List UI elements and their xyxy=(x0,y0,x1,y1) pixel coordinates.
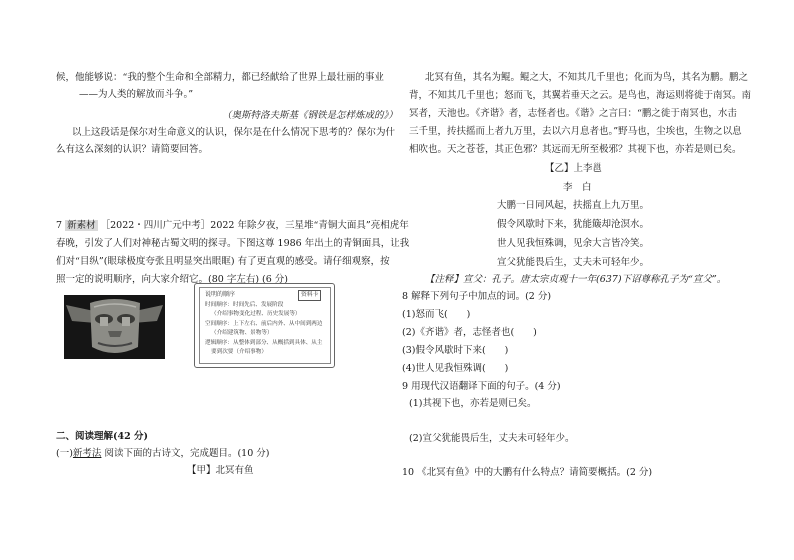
passage-line-5: 相吹也。天之苍苍，其正色邪？其远而无所至极邪？其视下也，亦若是则已矣。 xyxy=(409,144,742,155)
scroll-line-2: （介绍事物变化过程、历史发展等） xyxy=(211,311,301,317)
subsection-prefix: (一) xyxy=(56,448,73,459)
q7-line-2: 春晚，引发了人们对神秘古蜀文明的探寻。下图这尊 1986 年出土的青铜面具，让我 xyxy=(56,238,410,249)
question-line-2: 么有这么深刻的认识？请简要回答。 xyxy=(56,144,209,155)
new-method-tag: 新考法 xyxy=(72,448,102,459)
q10-prompt: 10 《北冥有鱼》中的大鹏有什么特点？请简要概括。(2 分) xyxy=(402,467,653,478)
q9-prompt: 9 用现代汉语翻译下面的句子。(4 分) xyxy=(402,381,561,392)
poem-line-3: 世人见我恒殊调，见余大言皆冷笑。 xyxy=(497,238,650,249)
scroll-line-5: 逻辑顺序：从整体到部分、从概括到具体、从主 xyxy=(205,340,323,346)
scroll-line-6: 要到次要（介绍事物） xyxy=(211,349,267,355)
annotation-note: 【注释】宣父：孔子。唐太宗贞观十一年(637)下诏尊称孔子为“宣父”。 xyxy=(425,274,727,285)
section-2-title: 二、阅读理解(42 分) xyxy=(56,431,149,442)
q8-item-3: (3)假令风歇时下来( ) xyxy=(402,345,509,356)
passage-line-3: 冥者，天池也。《齐谐》者，志怪者也。《谐》之言曰：“鹏之徙于南冥也，水击 xyxy=(409,108,737,119)
question-line-1: 以上这段话是保尔对生命意义的认识，保尔是在什么情况下思考的？保尔为什 xyxy=(72,127,396,138)
q7-text-1: ［2022・四川广元中考］2022 年除夕夜，三星堆“青铜大面具”亮相虎年 xyxy=(100,220,409,231)
yi-author: 李 白 xyxy=(563,182,592,193)
quote-line-2: ——为人类的解放而斗争。” xyxy=(79,89,194,100)
q8-item-4: (4)世人见我恒殊调( ) xyxy=(402,363,509,374)
scroll-line-4: （介绍建筑物、景物等） xyxy=(211,330,273,336)
data-card-badge: 资料卡 xyxy=(298,290,321,301)
passage-line-4: 三千里，抟扶摇而上者九万里，去以六月息者也。”野马也，尘埃也，生物之以息 xyxy=(409,126,742,137)
q8-item-2: (2)《齐谐》者，志怪者也( ) xyxy=(402,327,537,338)
section-2-subtitle xyxy=(56,447,270,460)
poem-line-1: 大鹏一日同风起，扶摇直上九万里。 xyxy=(497,200,650,211)
passage-line-1: 北冥有鱼，其名为鲲。鲲之大，不知其几千里也；化而为鸟，其名为鹏。鹏之 xyxy=(425,72,749,83)
q7-number: 7 xyxy=(56,220,63,231)
jia-title: 【甲】北冥有鱼 xyxy=(187,465,254,476)
passage-line-2: 背，不知其几千里也；怒而飞，其翼若垂天之云。是鸟也，海运则将徙于南冥。南 xyxy=(409,90,752,101)
q7-line-3: 们对“目纵”(眼球极度夸张且明显突出眼眶) 有了更直观的感受。请仔细观察，按 xyxy=(56,256,390,267)
q8-item-1: (1)怒而飞( ) xyxy=(402,309,471,320)
new-material-tag: 新素材 xyxy=(67,220,96,231)
q7-line-4: 照一定的说明顺序，向大家介绍它。(80 字左右) (6 分) xyxy=(56,274,289,285)
q9-item-2: (2)宣父犹能畏后生，丈夫未可轻年少。 xyxy=(409,433,575,444)
q7-line-1 xyxy=(56,219,409,232)
scroll-line-1: 时间顺序：时间先后、发展阶段 xyxy=(205,302,284,308)
poem-line-2: 假令风歇时下来，犹能簸却沧溟水。 xyxy=(497,219,650,230)
scroll-line-3: 空间顺序：上下左右、前后内外、从中间到两边 xyxy=(205,321,323,327)
info-scroll-card xyxy=(194,283,335,368)
quote-line-1: 候，他能够说：“我的整个生命和全部精力，都已经献给了世界上最壮丽的事业 xyxy=(56,72,384,83)
q9-item-1: (1)其视下也，亦若是则已矣。 xyxy=(409,398,537,409)
subsection-text: 阅读下面的古诗文，完成题目。(10 分) xyxy=(104,448,270,459)
q8-prompt: 8 解释下列句子中加点的词。(2 分) xyxy=(402,291,552,302)
poem-line-4: 宣父犹能畏后生，丈夫未可轻年少。 xyxy=(497,257,650,268)
yi-title: 【乙】上李邕 xyxy=(545,163,603,174)
quote-source: （奥斯特洛夫斯基《钢铁是怎样炼成的》） xyxy=(222,110,398,121)
scroll-title: 说明的顺序 xyxy=(205,291,236,298)
bronze-mask-photo xyxy=(64,295,165,359)
